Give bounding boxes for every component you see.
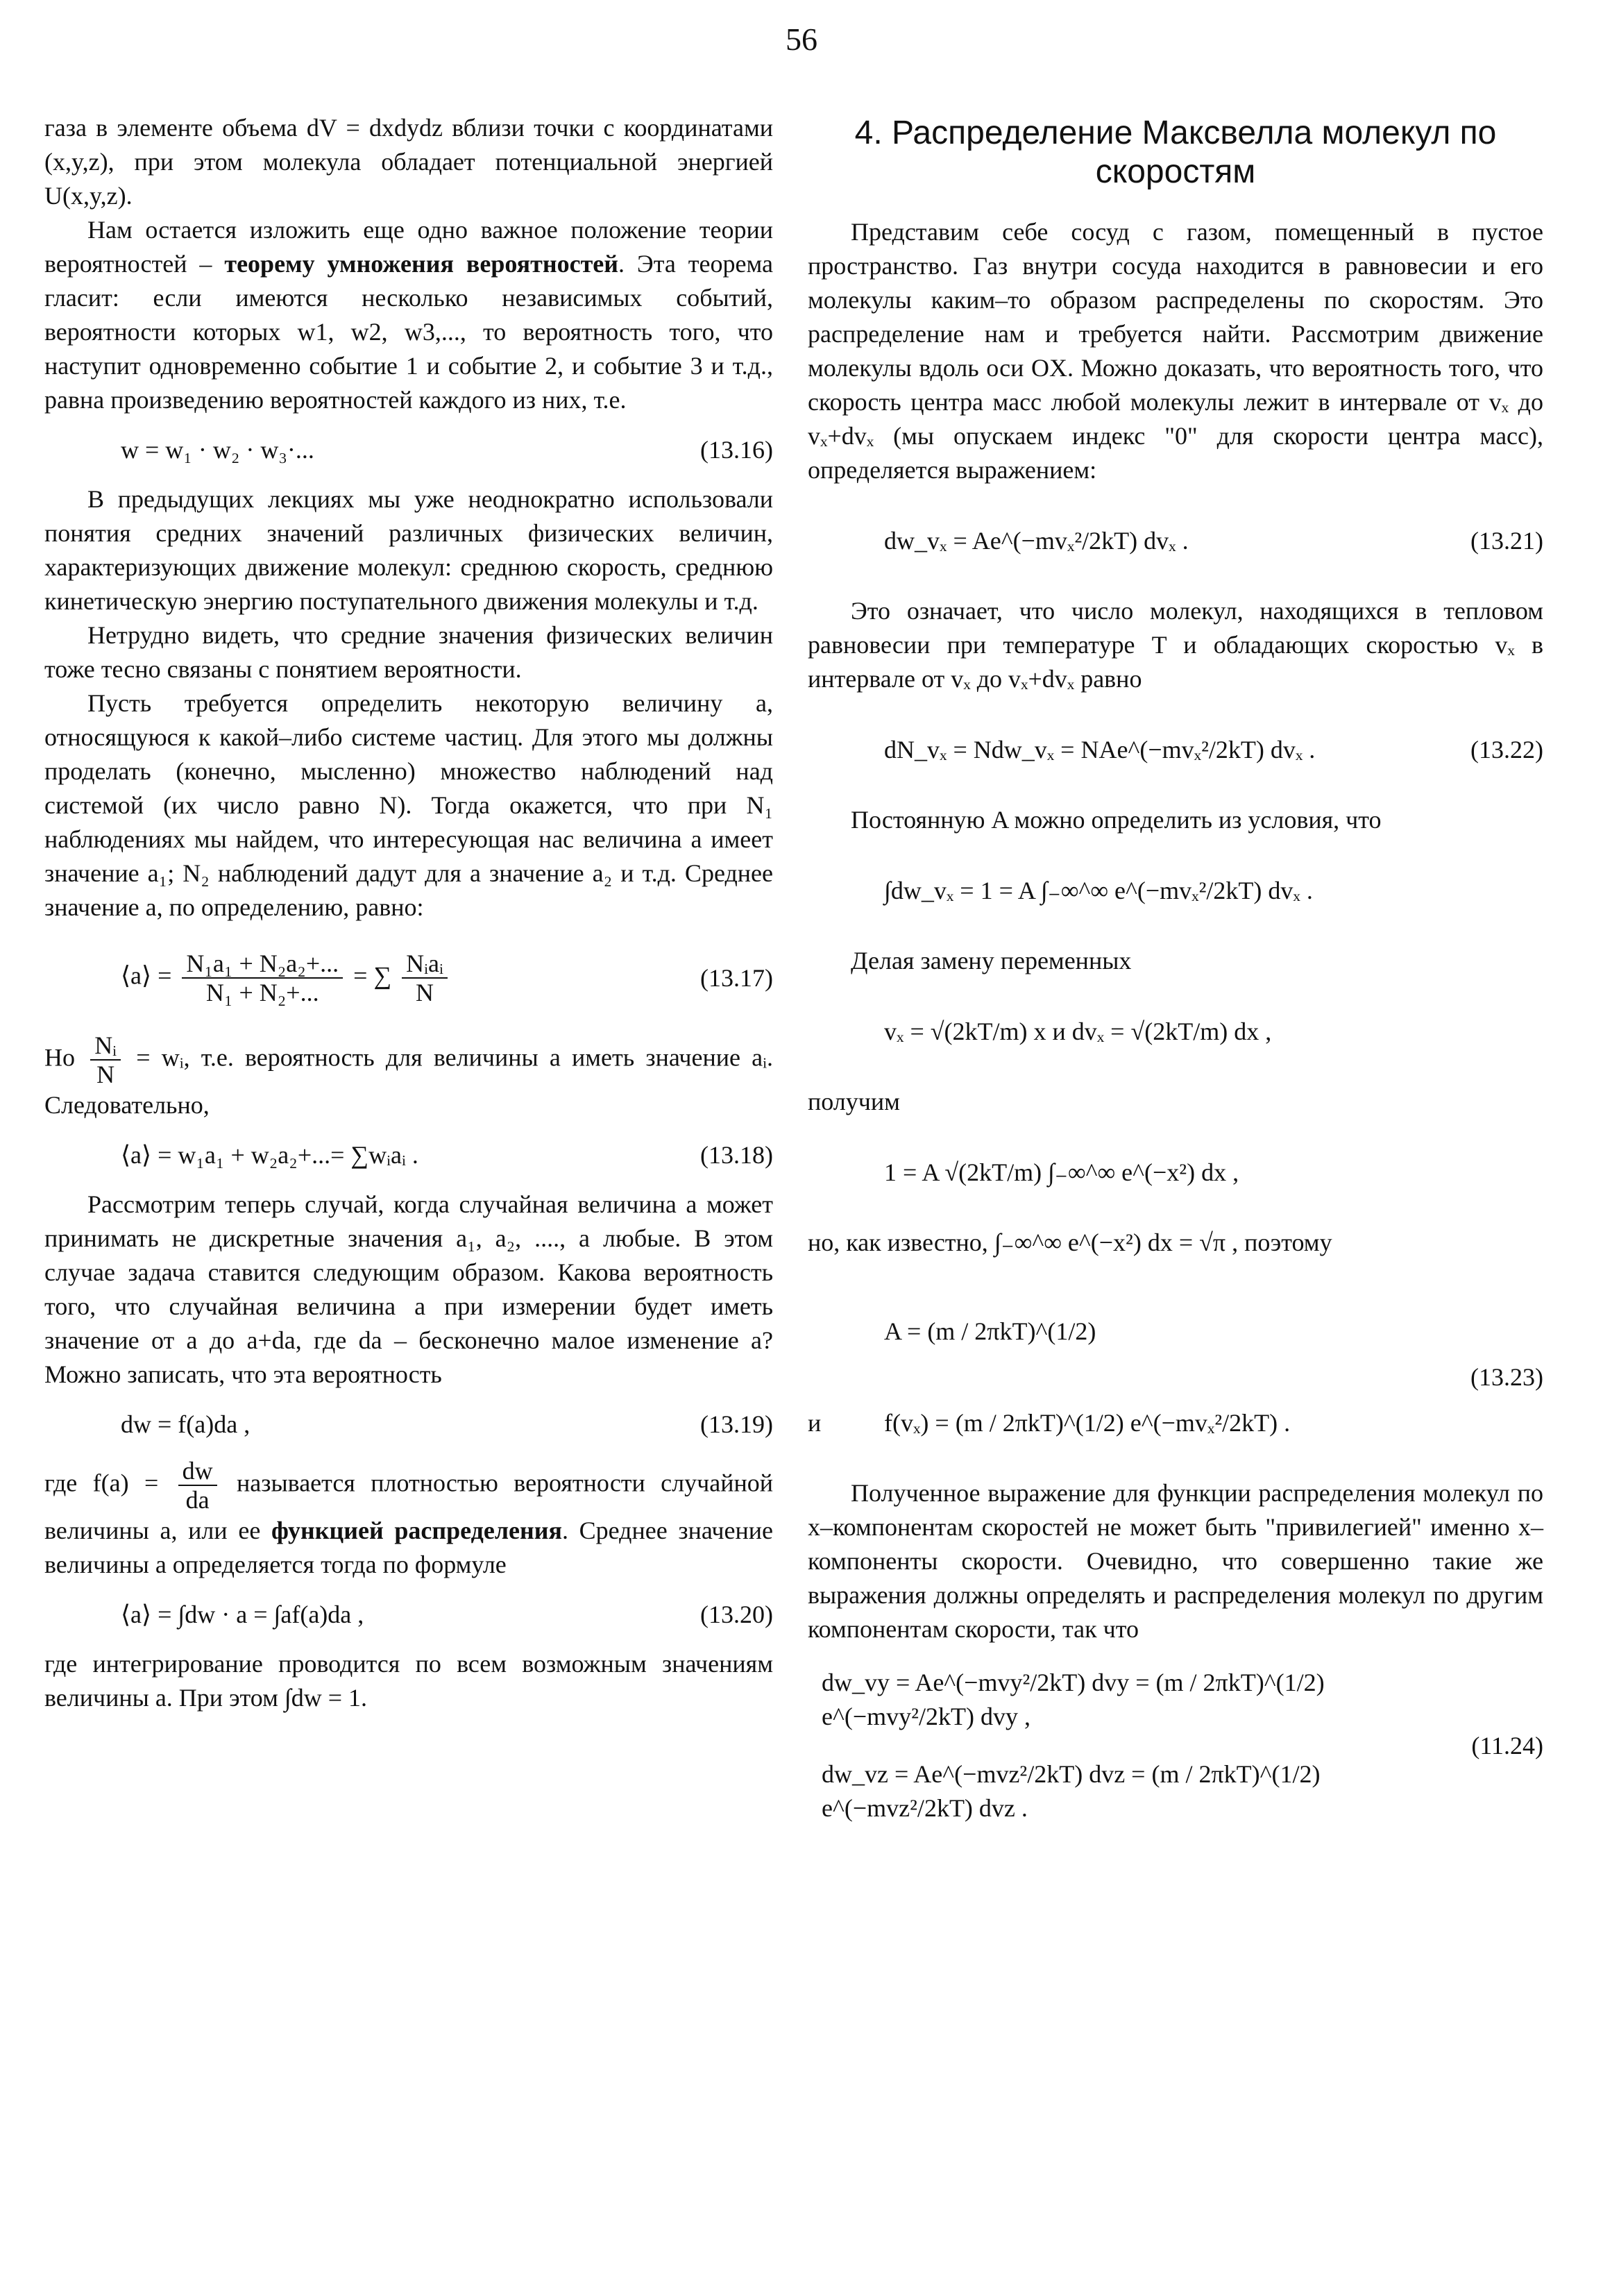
equation-y (808, 1662, 1460, 1738)
text: ⟨a⟩ = (121, 961, 172, 990)
equation-z (808, 1753, 1460, 1830)
text: . Эта теорема гласит: если имеются несколько независимых событий, вероятности которых w (44, 250, 773, 346)
equation-number: (13.19) (700, 1410, 773, 1438)
equation-13-18 (44, 1138, 773, 1172)
equation-number: (13.17) (700, 963, 773, 992)
text: Нам остается изложить еще одно важное положение теории вероятностей – (44, 216, 773, 278)
equation-expression: 1 = A √(2kT/m) ∫₋∞^∞ e^(−x²) dx , (884, 1158, 1239, 1186)
text: = ∑ (353, 961, 392, 990)
equation-13-22 (808, 711, 1543, 788)
page-number: 56 (786, 22, 817, 57)
paragraph: получим (808, 1088, 900, 1115)
equation-number: (11.24) (1471, 1731, 1543, 1759)
equation-13-20 (44, 1597, 773, 1632)
paragraph: газа в элементе объема dV = dxdydz вблизи точки с координатами (x,y,z), при этом молекула обладает потенциальной энергией U(x,y,z). (44, 114, 773, 210)
text: 1, w2, w3,... (315, 318, 460, 346)
paragraph: Нетрудно видеть, что средние значения физических величин тоже тесно связаны с понятием вероятности. (44, 621, 773, 683)
equation-expression (44, 949, 648, 1006)
equation-expression: dw = f(a)da , (121, 1410, 251, 1438)
right-column (808, 111, 1543, 1845)
denominator: N (415, 979, 434, 1006)
equation-expression: f(vₓ) = (m / 2πkT)^(1/2) e^(−mvₓ²/2kT) . (884, 1408, 1291, 1437)
paragraph: Пусть требуется определить некоторую величину а, относящуюся к какой–либо системе частиц. Для этого мы должны проделать (конечно, мысленно) множество наблюдений над системой (их число равно N). Тогда окажется, что при N₁ наблюдениях мы найдем, что интересующая нас величина а имеет значение a₁; N₂ наблюдений дадут для а значение a₂ и т.д. Среднее значение а, по определению, равно: (44, 689, 773, 921)
equation-11-24 (808, 1646, 1543, 1845)
numerator: N₁a₁ + N₂a₂+... (182, 949, 343, 979)
bold-term: функцией распределения (271, 1517, 562, 1544)
text: и (808, 1408, 822, 1437)
equation-expression: ⟨a⟩ = ∫dw · a = ∫af(a)da , (121, 1600, 364, 1628)
text: но, как известно, (808, 1229, 988, 1256)
equation-expression: ∫dw_vₓ = 1 = A ∫₋∞^∞ e^(−mvₓ²/2kT) dvₓ . (884, 876, 1313, 904)
equation-substitution (808, 993, 1543, 1070)
numerator: dw (178, 1457, 217, 1486)
equation-expression: dw_vz = Ae^(−mvz²/2kT) dvz = (m / 2πkT)^(1/2) e^(−mvz²/2kT) dvz . (822, 1760, 1321, 1822)
equation-number: (13.18) (700, 1140, 773, 1169)
equation-expression: ⟨a⟩ = w₁a₁ + w₂a₂+...= ∑wᵢaᵢ . (121, 1140, 418, 1169)
equation-group (808, 1278, 1418, 1476)
fraction (182, 949, 343, 1006)
equation-expression: A = (m / 2πkT)^(1/2) (884, 1317, 1096, 1345)
paragraph: Это означает, что число молекул, находящихся в тепловом равновесии при температуре T и обладающих скоростью vₓ в интервале от vₓ до vₓ+dvₓ равно (808, 597, 1543, 693)
equation-expression: dw_vy = Ae^(−mvy²/2kT) dvy = (m / 2πkT)^(1/2) e^(−mvy²/2kT) dvy , (822, 1669, 1325, 1730)
text: = wᵢ, т.е. вероятность для величины а иметь значение aᵢ. Следовательно, (44, 1043, 774, 1119)
text: где f(a) = (44, 1469, 159, 1497)
paragraph: где интегрирование проводится по всем возможным значениям величины а. При этом ∫dw = 1. (44, 1650, 773, 1712)
equation-expression: w = w₁ · w₂ · w₃·... (121, 435, 314, 464)
text: поэтому (1244, 1229, 1332, 1256)
equation-number: (13.20) (700, 1600, 773, 1628)
text: . Среднее значение величины а определяется тогда по формуле (44, 1517, 774, 1578)
paragraph: Представим себе сосуд с газом, помещенный в пустое пространство. Газ внутри сосуда находится в равновесии и его молекулы каким–то образом распределены по скоростям. Это распределение нам и требуется найти. Рассмотрим движение молекулы вдоль оси OX. Можно доказать, что вероятность того, что скорость центра масс любой молекулы лежит в интервале от vₓ до vₓ+dvₓ (мы опускаем индекс "0" для скорости центра масс), определяется выражением: (808, 218, 1543, 484)
fraction (402, 949, 448, 1006)
text: называется плотностью вероятности случайной величины а, или ее (44, 1469, 773, 1544)
paragraph: Постоянную A можно определить из условия, что (851, 806, 1382, 834)
paragraph: В предыдущих лекциях мы уже неоднократно использовали понятия средних значений различных физических величин, характеризующих движение молекул: среднюю скорость, среднюю кинетическую энергию поступательного движения молекулы и т.д. (44, 485, 773, 615)
spacer (808, 1260, 1543, 1278)
equation-expression: dw_vₓ = Ae^(−mvₓ²/2kT) dvₓ . (884, 526, 1189, 555)
paragraph: Полученное выражение для функции распределения молекул по x–компонентам скоростей не может быть "привилегией" именно x–компоненты скорости. Очевидно, что совершенно такие же выражения должны определять и распределения молекул по другим компонентам скорости, так что (808, 1479, 1543, 1643)
text: Но (44, 1043, 75, 1072)
paragraph (44, 1031, 773, 1122)
paragraph: Делая замену переменных (851, 947, 1132, 974)
equation-number: (13.22) (1470, 735, 1543, 763)
equation-normalization (808, 852, 1543, 929)
text: , то вероятность того, что наступит одновременно событие 1 и событие 2, и событие 3 и т.д., равна произведению вероятностей каждого из них, т.е. (44, 318, 773, 414)
bold-term: теорему умножения вероятностей (224, 250, 618, 278)
equation-expression: dN_vₓ = Ndw_vₓ = NAe^(−mvₓ²/2kT) dvₓ . (884, 735, 1316, 763)
equation-f (808, 1385, 1418, 1461)
equation-group (808, 1646, 1460, 1845)
inline-equation: ∫₋∞^∞ e^(−x²) dx = √π , (994, 1229, 1239, 1256)
denominator: N₁ + N₂+... (205, 979, 319, 1006)
paragraph (44, 1457, 773, 1582)
equation-A (808, 1293, 1418, 1369)
paragraph (44, 213, 773, 417)
section-heading: 4. Распределение Максвелла молекул по скоростям (854, 115, 1497, 190)
fraction (90, 1031, 121, 1088)
equation-13-21 (808, 503, 1543, 579)
numerator: Nᵢ (90, 1031, 121, 1061)
paragraph (808, 1226, 1543, 1260)
paragraph: Рассмотрим теперь случай, когда случайная величина а может принимать не дискретные значения a₁, a₂, ...., а любые. В этом случае задача ставится следующим образом. Какова вероятность того, что случайная величина а при измерении будет иметь значение от а до a+da, где da – бесконечно малое изменение а? Можно записать, что эта вероятность (44, 1190, 773, 1388)
equation-number: (13.16) (700, 435, 773, 464)
equation-13-19 (44, 1407, 773, 1442)
equation-number: (13.23) (1470, 1362, 1543, 1391)
equation-result (808, 1134, 1543, 1210)
equation-13-16 (44, 432, 773, 467)
numerator: Nᵢaᵢ (402, 949, 448, 979)
denominator: da (185, 1486, 210, 1514)
denominator: N (96, 1061, 115, 1088)
equation-13-17 (44, 940, 773, 1016)
left-column (44, 111, 773, 1715)
fraction (178, 1457, 217, 1514)
equation-13-23 (808, 1278, 1543, 1476)
equation-number: (13.21) (1470, 526, 1543, 555)
equation-expression: vₓ = √(2kT/m) x и dvₓ = √(2kT/m) dx , (884, 1017, 1272, 1045)
